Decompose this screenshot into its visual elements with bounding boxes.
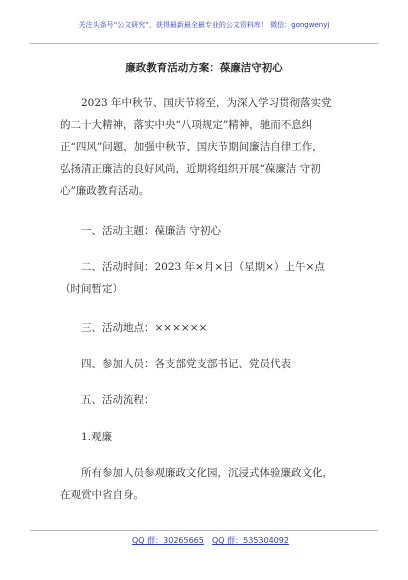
footer-qq-group-2[interactable]: QQ 群：535304092 (212, 536, 289, 545)
footer-qq-group-1[interactable]: QQ 群：30265665 (132, 536, 204, 545)
page-header: 关注头条号“公文研究”，获得最新最全最专业的公文资料库！ 微信：gongwenyj (78, 21, 330, 29)
intro-line-2: 的二十大精神，落实中央“八项规定”精神，驰而不息纠 (60, 119, 313, 131)
page-footer (0, 533, 408, 551)
header-divider (30, 43, 378, 44)
intro-line-3: 正“四风”问题，加强中秋节、国庆节期间廉洁自律工作， (60, 141, 323, 153)
section-place: 三、活动地点：×××××× (81, 322, 208, 334)
document-title: 廉政教育活动方案：葆廉洁守初心 (125, 62, 283, 74)
section-time-line-1: 二、活动时间：2023 年×月×日（星期×）上午×点 (81, 261, 325, 273)
footer-divider (30, 530, 378, 531)
section-participants: 四、参加人员：各支部党支部书记、党员代表 (81, 358, 291, 370)
section-process: 五、活动流程： (81, 394, 155, 406)
section-theme: 一、活动主题：葆廉洁 守初心 (81, 225, 221, 237)
section-time-line-2: （时间暂定） (60, 283, 123, 295)
step-1-line-1: 所有参加人员参观廉政文化园，沉浸式体验廉政文化， (81, 467, 333, 479)
intro-line-5: 心”廉政教育活动。 (60, 185, 150, 197)
step-1-line-2: 在观赏中省自身。 (60, 489, 144, 501)
step-1-heading: 1.观廉 (81, 431, 113, 443)
intro-line-4: 弘扬清正廉洁的良好风尚，近期将组织开展“葆廉洁 守初 (60, 163, 321, 175)
intro-line-1: 2023 年中秋节、国庆节将至，为深入学习贯彻落实党 (81, 97, 332, 109)
